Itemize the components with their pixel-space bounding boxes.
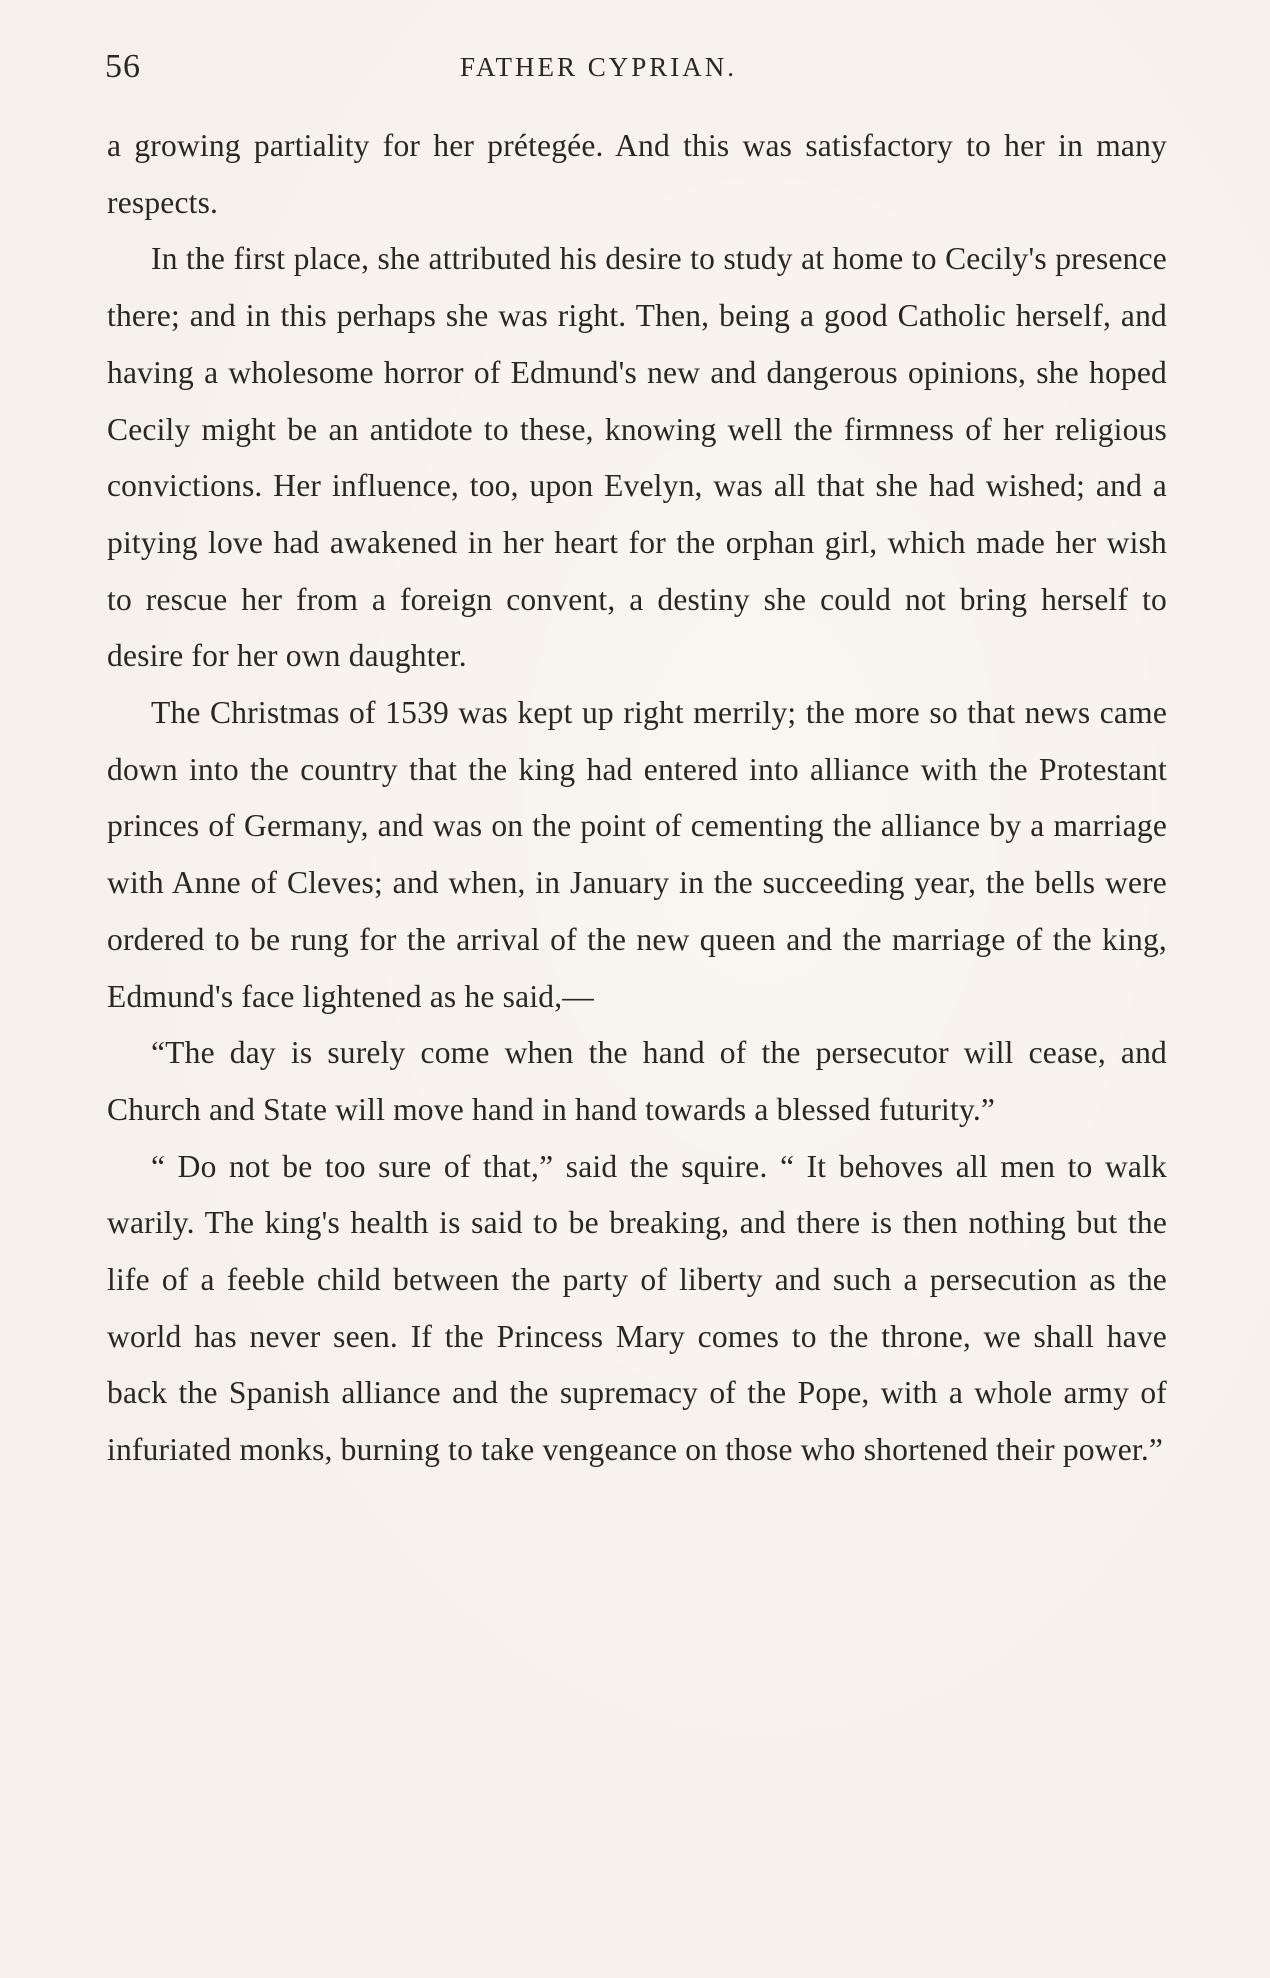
paragraph-quote: “ Do not be too sure of that,” said the squire. “ It behoves all men to walk warily. The king's health is said to be breaking, and there is then nothing but the life of a feeble child between the party of liberty and such a persecution as the world has never seen. If the Princess Mary comes to the throne, we shall have back the Spanish alliance and the supremacy of the Pope, with a whole army of infuriated monks, burning to take vengeance on those who shortened their power.” bbox=[107, 1148, 1167, 1468]
running-head bbox=[105, 48, 1165, 98]
paragraph-quote: “The day is surely come when the hand of the persecutor will cease, and Church and State will move hand in hand towards a blessed futurity.” bbox=[107, 1035, 1167, 1127]
paragraph: In the first place, she attributed his desire to study at home to Cecily's presence there; and in this perhaps she was right. Then, being a good Catholic herself, and having a wholesome horror of Edmund's new and dangerous opinions, she hoped Cecily might be an antidote to these, knowing well the firmness of her religious convictions. Her influence, too, upon Evelyn, was all that she had wished; and a pitying love had awakened in her heart for the orphan girl, which made her wish to rescue her from a foreign convent, a destiny she could not bring herself to desire for her own daughter. bbox=[107, 241, 1167, 674]
page-number: 56 bbox=[105, 48, 141, 85]
body-text bbox=[107, 118, 1167, 1479]
paragraph: The Christmas of 1539 was kept up right merrily; the more so that news came down into the country that the king had entered into alliance with the Protestant princes of Germany, and was on the point of cementing the alliance by a marriage with Anne of Cleves; and when, in January in the succeeding year, the bells were ordered to be rung for the arrival of the new queen and the marriage of the king, Edmund's face lightened as he said,— bbox=[107, 695, 1167, 1014]
paragraph-continuation: a growing partiality for her prétegée. And this was satisfactory to her in many respects. bbox=[107, 128, 1167, 220]
book-title: FATHER CYPRIAN. bbox=[460, 52, 738, 82]
